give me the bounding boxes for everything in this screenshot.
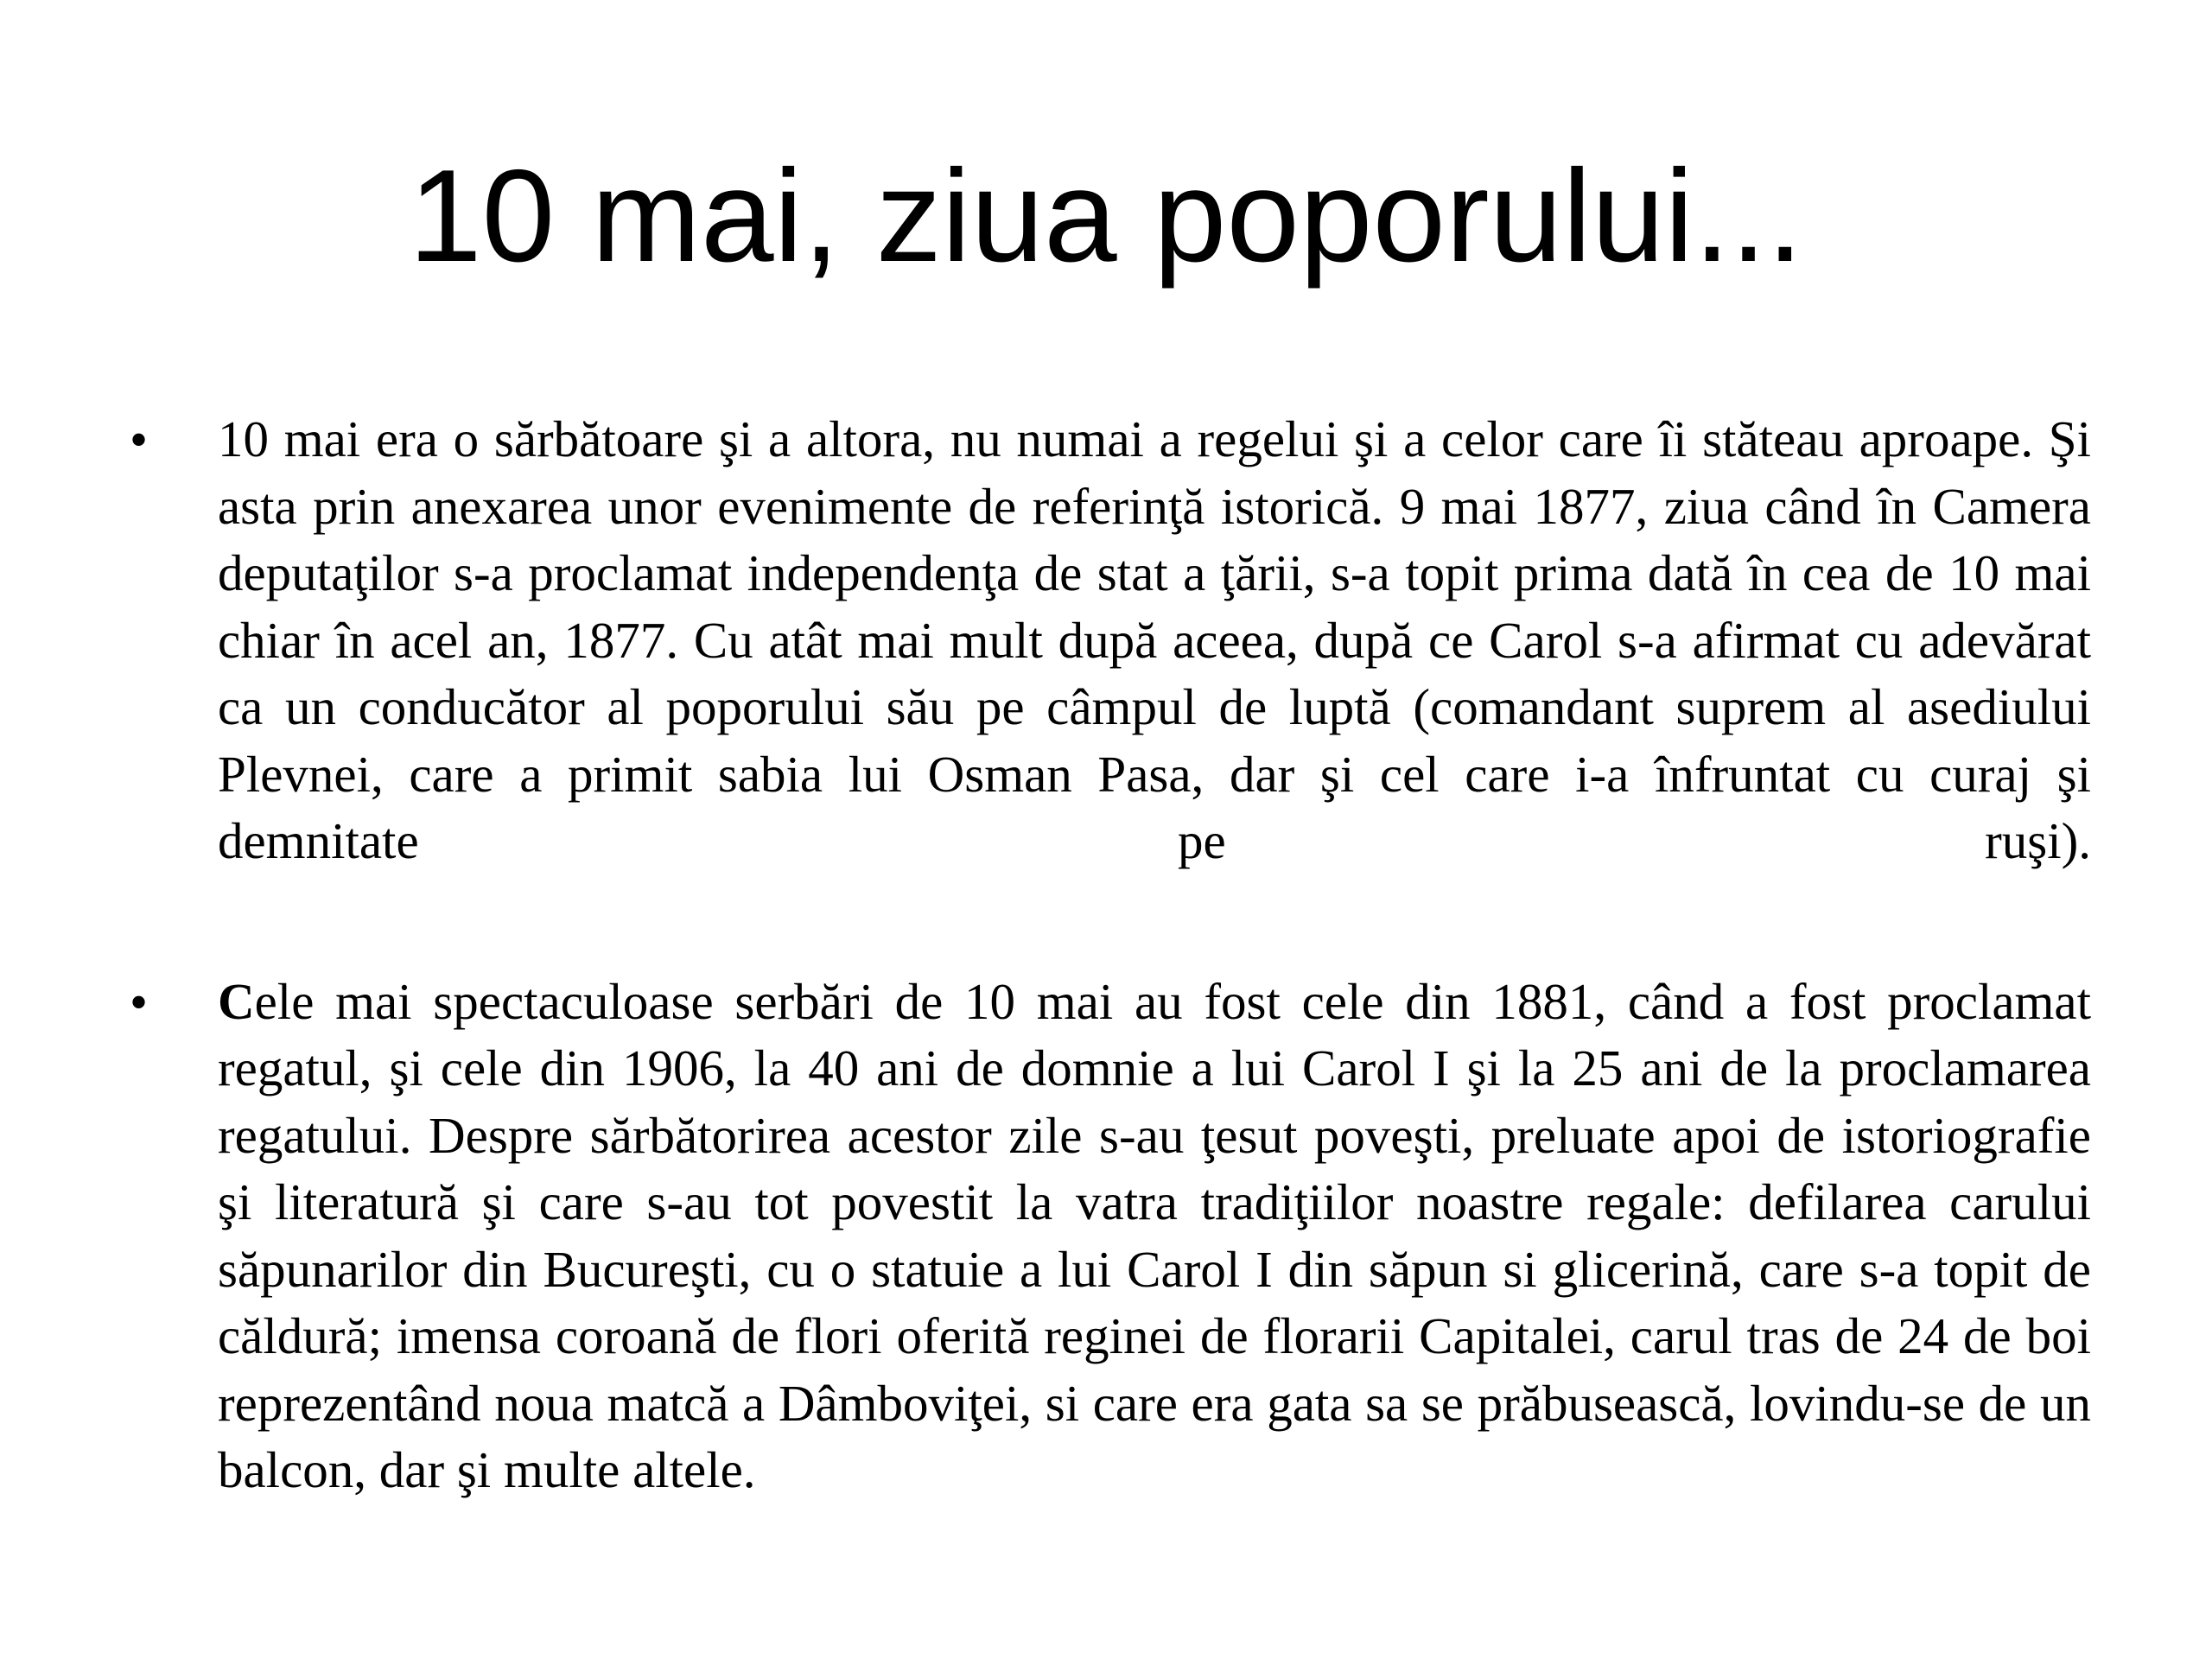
bullet-lead: C	[218, 972, 255, 1030]
bullet-item-independence	[0, 406, 2212, 875]
bullet-body: 10 mai era o sărbătoare şi a altora, nu numai a regelui şi a celor care îi stăteau aproape. Şi asta prin anexarea unor evenimente de referinţă istorică. 9 mai 1877, ziua când în Camera deputaţilor s-a proclamat independenţa de stat a ţării, s-a topit prima dată în cea de 10 mai chiar în acel an, 1877. Cu atât mai mult după aceea, după ce Carol s-a afirmat cu adevărat ca un conducător al poporului său pe câmpul de luptă (comandant suprem al asediului Plevnei, care a primit sabia lui Osman Pasa, dar şi cel care i-a înfruntat cu curaj şi demnitate pe ruşi).	[218, 410, 2091, 869]
slide-title: 10 mai, ziua poporului...	[409, 143, 1803, 289]
bullet-marker: •	[130, 411, 149, 468]
bullet-marker: •	[130, 973, 149, 1031]
bullet-item-celebrations	[0, 969, 2212, 1504]
bullet-list	[0, 406, 2212, 1504]
bullet-text-independence	[218, 406, 2091, 875]
bullet-text-celebrations	[218, 969, 2091, 1504]
bullet-body: ele mai spectaculoase serbări de 10 mai au fost cele din 1881, când a fost proclamat regatul, şi cele din 1906, la 40 ani de domnie a lui Carol I şi la 25 ani de la proclamarea regatului. Despre sărbătorirea acestor zile s-au ţesut poveşti, preluate apoi de istoriografie şi literatură şi care s-au tot povestit la vatra tradiţiilor noastre regale: defilarea carului săpunarilor din Bucureşti, cu o statuie a lui Carol I din săpun si glicerină, care s-a topit de căldură; imensa coroană de flori oferită reginei de florarii Capitalei, carul tras de 24 de boi reprezentând noua matcă a Dâmboviţei, si care era gata sa se prăbusească, lovindu-se de un balcon, dar şi multe altele.	[218, 972, 2091, 1498]
